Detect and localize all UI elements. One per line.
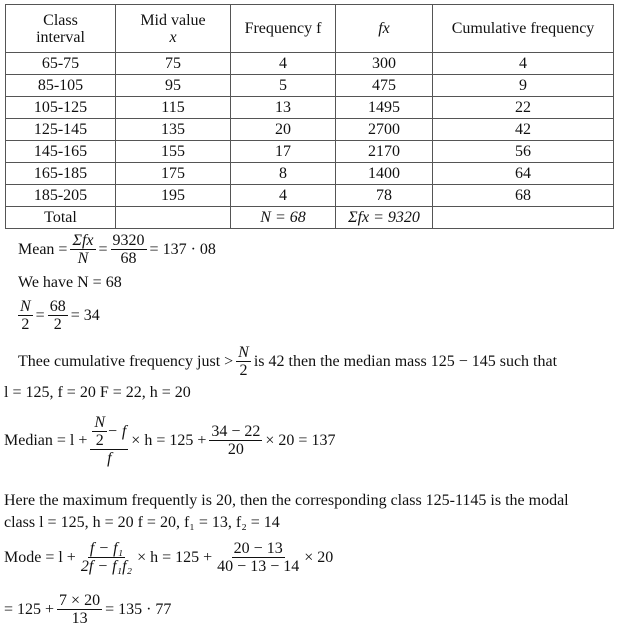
numerator: 9320 bbox=[112, 232, 145, 249]
numerator: Σfx bbox=[72, 232, 94, 249]
fx-cell: 1495 bbox=[336, 97, 433, 119]
denominator: 68 bbox=[120, 250, 137, 267]
fraction bbox=[79, 540, 134, 575]
half-n-formula bbox=[15, 298, 100, 333]
mid-value-cell: 135 bbox=[116, 119, 231, 141]
header-text: Mid value bbox=[140, 11, 206, 29]
header-cumulative: Cumulative frequency bbox=[433, 5, 614, 53]
numerator: 68 bbox=[49, 298, 66, 315]
frequency-cell: 4 bbox=[231, 53, 336, 75]
table-header-row bbox=[6, 5, 614, 53]
denominator: f bbox=[107, 450, 112, 467]
frequency-cell: 8 bbox=[231, 163, 336, 185]
frequency-cell: 13 bbox=[231, 97, 336, 119]
median-label: Median = l + bbox=[4, 431, 88, 449]
fx-cell: 2170 bbox=[336, 141, 433, 163]
mid-value-cell: 115 bbox=[116, 97, 231, 119]
numerator: N bbox=[94, 414, 106, 431]
table-row bbox=[6, 163, 614, 185]
text: = 125 + bbox=[4, 600, 55, 618]
numerator: 7 × 20 bbox=[59, 592, 101, 609]
numerator: 34 − 22 bbox=[211, 423, 261, 440]
text: − f bbox=[107, 423, 127, 440]
denominator: 2f − f₁f₂ bbox=[80, 558, 133, 575]
frequency-cell: 4 bbox=[231, 185, 336, 207]
table-total-row bbox=[6, 207, 614, 229]
class-interval-cell: 125-145 bbox=[6, 119, 116, 141]
fx-cell: 2700 bbox=[336, 119, 433, 141]
cumulative-cell: 42 bbox=[433, 119, 614, 141]
fx-cell: 1400 bbox=[336, 163, 433, 185]
cumulative-text bbox=[18, 344, 557, 379]
total-label: Total bbox=[6, 207, 116, 229]
text: × h = 125 + bbox=[131, 431, 207, 449]
denominator: 2 bbox=[239, 362, 248, 379]
denominator: 20 bbox=[227, 441, 244, 458]
denominator: 2 bbox=[21, 316, 30, 333]
median-result: × 20 = 137 bbox=[265, 431, 336, 449]
cumulative-cell: 22 bbox=[433, 97, 614, 119]
mid-value-cell: 195 bbox=[116, 185, 231, 207]
table-row bbox=[6, 97, 614, 119]
fraction bbox=[18, 298, 33, 333]
header-text: x bbox=[169, 28, 177, 46]
class-interval-cell: 165-185 bbox=[6, 163, 116, 185]
denominator: 40 − 13 − 14 bbox=[217, 558, 300, 575]
numerator bbox=[90, 414, 128, 450]
fx-cell: 78 bbox=[336, 185, 433, 207]
fraction bbox=[57, 592, 102, 627]
text: × 20 bbox=[304, 548, 334, 566]
fraction bbox=[215, 540, 301, 575]
fraction bbox=[92, 414, 107, 449]
header-mid-value bbox=[116, 5, 231, 53]
half-result: = 34 bbox=[70, 306, 100, 324]
table-row bbox=[6, 75, 614, 97]
fx-cell: 300 bbox=[336, 53, 433, 75]
cumulative-cell: 9 bbox=[433, 75, 614, 97]
class-interval-cell: 85-105 bbox=[6, 75, 116, 97]
frequency-cell: 5 bbox=[231, 75, 336, 97]
class-interval-cell: 105-125 bbox=[6, 97, 116, 119]
mode-formula bbox=[4, 540, 333, 575]
mid-value-cell: 155 bbox=[116, 141, 231, 163]
mid-value-cell: 75 bbox=[116, 53, 231, 75]
class-interval-cell: 185-205 bbox=[6, 185, 116, 207]
mode-result: = 135 · 77 bbox=[105, 600, 172, 618]
denominator: 13 bbox=[71, 610, 88, 627]
equals: = bbox=[35, 306, 45, 324]
total-sum: Σfx = 9320 bbox=[336, 207, 433, 229]
mean-result: = 137 · 08 bbox=[149, 240, 216, 258]
we-have-line: We have N = 68 bbox=[18, 274, 122, 291]
equals: = bbox=[98, 240, 108, 258]
numerator: N bbox=[238, 344, 249, 361]
cumulative-cell: 4 bbox=[433, 53, 614, 75]
denominator: 2 bbox=[95, 432, 104, 449]
fraction bbox=[48, 298, 68, 333]
mid-value-cell: 175 bbox=[116, 163, 231, 185]
frequency-table bbox=[5, 4, 614, 229]
fraction bbox=[236, 344, 251, 379]
table-row bbox=[6, 185, 614, 207]
median-formula bbox=[4, 414, 335, 467]
fx-cell: 475 bbox=[336, 75, 433, 97]
text: Thee cumulative frequency just > bbox=[18, 352, 234, 370]
empty-cell bbox=[116, 207, 231, 229]
denominator: N bbox=[77, 250, 89, 267]
mode-label: Mode = l + bbox=[4, 548, 76, 566]
class-interval-cell: 65-75 bbox=[6, 53, 116, 75]
header-text: Class bbox=[43, 11, 78, 29]
median-params: l = 125, f = 20 F = 22, h = 20 bbox=[4, 384, 191, 401]
cumulative-cell: 64 bbox=[433, 163, 614, 185]
text: is 42 then the median mass 125 − 145 such that bbox=[253, 352, 558, 370]
cumulative-cell: 68 bbox=[433, 185, 614, 207]
table-row bbox=[6, 119, 614, 141]
header-frequency: Frequency f bbox=[231, 5, 336, 53]
numerator: f − f₁ bbox=[89, 540, 124, 557]
numerator: 20 − 13 bbox=[233, 540, 283, 557]
header-fx: fx bbox=[336, 5, 433, 53]
class-interval-cell: 145-165 bbox=[6, 141, 116, 163]
frequency-cell: 17 bbox=[231, 141, 336, 163]
mid-value-cell: 95 bbox=[116, 75, 231, 97]
mode-params: class l = 125, h = 20 f = 20, f₁ = 13, f₂ = 14 bbox=[4, 514, 280, 531]
fraction bbox=[70, 232, 95, 267]
text: × h = 125 + bbox=[137, 548, 213, 566]
modal-text: Here the maximum frequently is 20, then the corresponding class 125-1145 is the modal bbox=[4, 492, 569, 509]
header-class-interval bbox=[6, 5, 116, 53]
numerator: N bbox=[20, 298, 31, 315]
denominator: 2 bbox=[53, 316, 62, 333]
cumulative-cell: 56 bbox=[433, 141, 614, 163]
frequency-cell: 20 bbox=[231, 119, 336, 141]
table-row bbox=[6, 141, 614, 163]
fraction bbox=[111, 232, 147, 267]
header-text: interval bbox=[36, 28, 85, 46]
mean-formula bbox=[18, 232, 216, 267]
empty-cell bbox=[433, 207, 614, 229]
table-row bbox=[6, 53, 614, 75]
total-n: N = 68 bbox=[231, 207, 336, 229]
fraction bbox=[90, 414, 128, 467]
mean-label: Mean = bbox=[18, 240, 68, 258]
fraction bbox=[209, 423, 262, 458]
mode-result-line bbox=[4, 592, 171, 627]
